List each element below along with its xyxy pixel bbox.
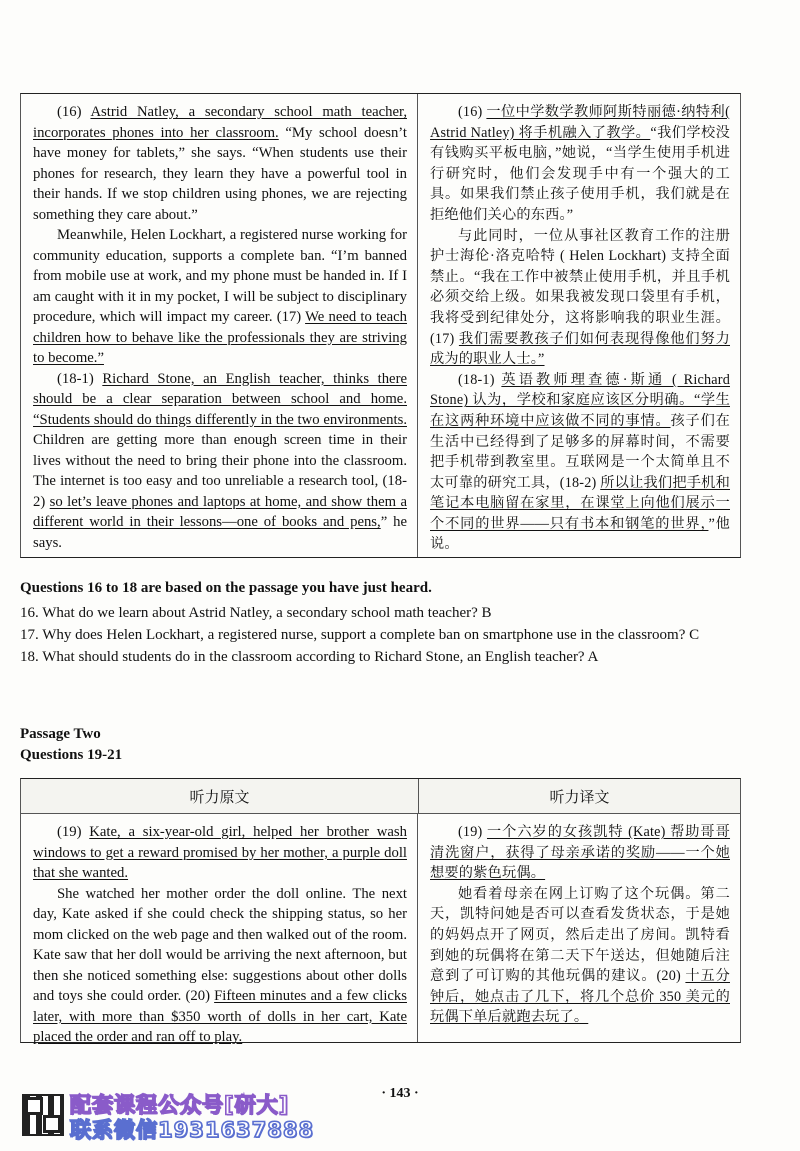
table-body-row [21, 814, 740, 1045]
question-16: 16. What do we learn about Astrid Natley, a secondary school math teacher? B [20, 605, 492, 621]
table-header-row [21, 779, 740, 814]
transcript-table-passage-one [20, 93, 741, 558]
answer-18-1-underline-en: Richard Stone, an English teacher, thinks there should be a clear separation between school and home. “Students should do things differently in the two environments. [33, 370, 407, 428]
english-transcript-column [21, 94, 418, 557]
question-17: 17. Why does Helen Lockhart, a registered nurse, support a complete ban on smartphone use in the classroom? C [20, 627, 700, 643]
paragraph-18-zh: (18-1) 英语教师理查德·斯通 ( Richard Stone) 认为，学校和家庭应该区分明确。“学生在这两种环境中应该做不同的事情。孩子们在生活中已经得到了足够多的屏幕时间，不需要把手机带到教室里。互联网是一个太简单且不太可靠的研究工具，(18-2) 所以让我们把手机和笔记本电脑留在家里，在课堂上向他们展示一个不同的世界——只有书本和钢笔的世界，”他说。 [430, 371, 730, 553]
watermark-line-2: 联系微信1931637888 [70, 1118, 315, 1142]
paragraph-17-en: Meanwhile, Helen Lockhart, a registered nurse working for community education, supports a complete ban. “I’m banned from mobile use at work, and my phone must be handed in. If I am caught with it in my pocket, I will be subject to disciplinary procedure, which will impact my career. (17) We need to teach children how to behave like the professionals they are striving to become.” [33, 227, 407, 366]
answer-16-underline-zh: 一位中学数学教师阿斯特丽德·纳特利( Astrid Natley) 将手机融入了教学。 [430, 104, 730, 141]
chinese-translation-column [418, 814, 740, 1042]
passage-questions-range: Questions 19-21 [20, 747, 123, 763]
paragraph-16-zh: (16) 一位中学数学教师阿斯特丽德·纳特利( Astrid Natley) 将手机融入了教学。“我们学校没有钱购买平板电脑，”她说，“当学生使用手机进行研究时，他们会发现手中有一个强大的工具。如果我们禁止孩子使用手机，我们就是在拒绝他们关心的东西。” [430, 104, 731, 223]
paragraph-17-zh: 与此同时，一位从事社区教育工作的注册护士海伦·洛克哈特 ( Helen Lockhart) 支持全面禁止。“我在工作中被禁止使用手机，并且手机必须交给上级。如果我被发现口袋里有手机，我将受到纪律处分，这将影响我的职业生涯。(17) 我们需要教孩子们如何表现得像他们努力成为的职业人士。” [430, 227, 730, 368]
answer-20-underline-en: Fifteen minutes and a few clicks later, with more than $350 worth of dolls in her cart, Kate placed the order and ran off to play. [33, 988, 407, 1045]
passage-title: Passage Two [20, 726, 101, 742]
answer-19-underline-en: Kate, a six-year-old girl, helped her brother wash windows to get a reward promised by her mother, a purple doll that she wanted. [33, 824, 407, 881]
answer-18-2-underline-zh: 所以让我们把手机和笔记本电脑留在家里，在课堂上向他们展示一个不同的世界——只有书本和钢笔的世界， [430, 474, 730, 532]
answer-16-underline-en: Astrid Natley, a secondary school math teacher, incorporates phones into her classroom. [33, 104, 407, 141]
paragraph-20-zh: 她看着母亲在网上订购了这个玩偶。第二天，凯特问她是否可以查看发货状态，于是她的妈妈点开了网页，然后走出了房间。凯特看到她的玩偶将在第二天下午送达，但她随后注意到了可订购的其他玩偶的建议。(20) 十五分钟后，她点击了几下，将几个总价 350 美元的玩偶下单后就跑去玩了。 [430, 885, 730, 1026]
paragraph-19-zh: (19) 一个六岁的女孩凯特 (Kate) 帮助哥哥清洗窗户，获得了母亲承诺的奖励——一个她想要的紫色玩偶。 [430, 824, 731, 882]
answer-18-1-underline-zh: 英语教师理查德·斯通 ( Richard Stone) 认为，学校和家庭应该区分明确。“学生在这两种环境中应该做不同的事情。 [430, 371, 730, 429]
answer-17-underline-en: We need to teach children how to behave like the professionals they are striving to become. [33, 309, 407, 366]
english-transcript-column [21, 814, 418, 1045]
qr-code-icon [22, 1094, 64, 1136]
answer-20-underline-zh: 十五分钟后，她点击了几下，将几个总价 350 美元的玩偶下单后就跑去玩了。 [430, 968, 730, 1026]
answer-18-2-underline-en: so let’s leave phones and laptops at home, and show them a different world in their lessons—one of books and pens, [33, 493, 407, 530]
header-original-text: 听力原文 [21, 779, 419, 813]
passage-heading [20, 724, 122, 766]
watermark-line-1: 配套课程公众号[研大] [70, 1093, 290, 1117]
paragraph-20-en: She watched her mother order the doll online. The next day, Kate asked if she could check the shipping status, so her mom clicked on the web page and then walked out of the room. Kate saw that her doll would be arriving the next afternoon, but then she noticed something else: suggestions about other dolls and toys she could order. (20) Fifteen minutes and a few clicks later, with more than $350 worth of dolls in her cart, Kate placed the order and ran off to play. [33, 885, 408, 1045]
paragraph-16-en: (16) Astrid Natley, a secondary school math teacher, incorporates phones into her classroom. “My school doesn’t have money for tablets,” she says. “When students use their phones for research, they learn they have a powerful tool in their hands. If we stop children using phones, we are rejecting something they care about.” [33, 104, 407, 223]
question-18: 18. What should students do in the classroom according to Richard Stone, an English teacher? A [20, 649, 599, 665]
paragraph-19-en: (19) Kate, a six-year-old girl, helped her brother wash windows to get a reward promised by her mother, a purple doll that she wanted. [33, 824, 407, 881]
transcript-table-passage-two [20, 778, 741, 1043]
chinese-translation-column [418, 94, 740, 557]
header-translation: 听力译文 [419, 779, 740, 813]
questions-block [20, 578, 745, 668]
answer-19-underline-zh: 一个六岁的女孩凯特 (Kate) 帮助哥哥清洗窗户，获得了母亲承诺的奖励——一个她想要的紫色玩偶。 [430, 824, 731, 882]
paragraph-18-en: (18-1) Richard Stone, an English teacher, thinks there should be a clear separation between school and home. “Students should do things differently in the two environments. Children are getting more than enough screen time in their lives without the need to bring their phone into the classroom. The internet is too easy and too unreliable a research tool, (18-2) so let’s leave phones and laptops at home, and show them a different world in their lessons—one of books and pens,” he says. [33, 370, 408, 551]
answer-17-underline-zh: 我们需要教孩子们如何表现得像他们努力成为的职业人士。 [430, 330, 730, 368]
questions-heading: Questions 16 to 18 are based on the passage you have just heard. [20, 580, 432, 596]
page-number: · 143 · [381, 1086, 419, 1101]
